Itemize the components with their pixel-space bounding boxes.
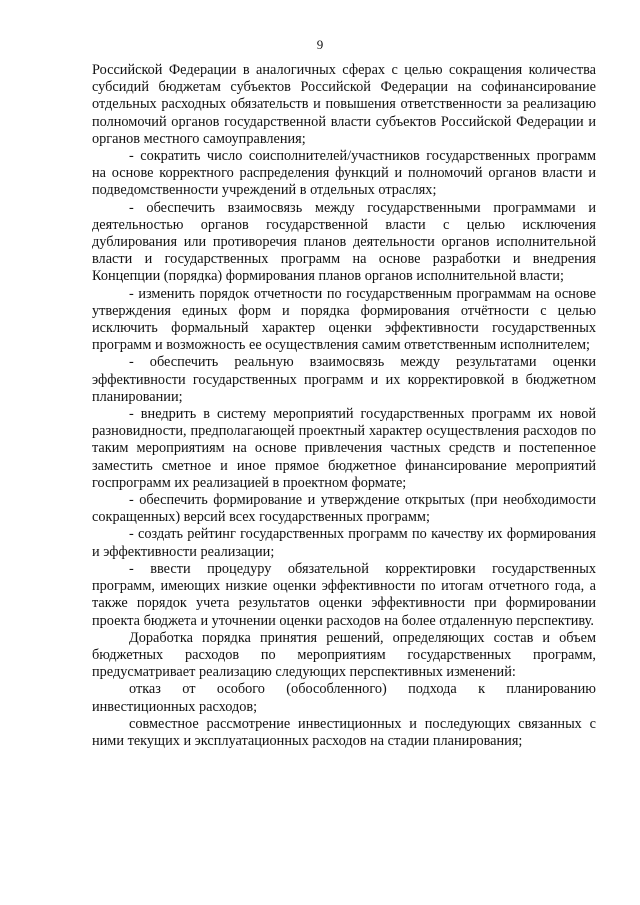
- paragraph-mandatory-correction: - ввести процедуру обязательной корректировки государственных программ, имеющих низкие оценки эффективности по итогам отчетного года, а также порядок учета результатов оценки эффективности при формировании проекта бюджета и уточнении оценки расходов на более отдаленную перспективу.: [92, 560, 596, 629]
- page-number: 9: [316, 37, 324, 52]
- paragraph-evaluation-linkage: - обеспечить реальную взаимосвязь между результатами оценки эффективности государственных программ и их корректировкой в бюджетном планировании;: [92, 354, 596, 405]
- paragraph-open-versions: - обеспечить формирование и утверждение открытых (при необходимости сокращенных) версий всех государственных программ;: [92, 492, 596, 526]
- paragraph-program-rating: - создать рейтинг государственных программ по качеству их формирования и эффективности реализации;: [92, 526, 596, 560]
- paragraph-program-linkage: - обеспечить взаимосвязь между государственными программами и деятельностью органов государственной власти с целью исключения дублирования или противоречия планов деятельности органов исполнительной власти и государственных программ на основе разработки и внедрения Концепции (порядка) формирования планов органов исполнительной власти;: [92, 199, 596, 285]
- paragraph-decision-process: Доработка порядка принятия решений, определяющих состав и объем бюджетных расходов по мероприятиям государственных программ, предусматривает реализацию следующих перспективных изменений:: [92, 629, 596, 681]
- paragraph-reporting-order: - изменить порядок отчетности по государственным программам на основе утверждения единых форм и порядка формирования отчётности с целью исключить формальный характер оценки эффективности государственных программ и возможность ее осуществления самим ответственным исполнителем;: [92, 285, 596, 354]
- paragraph-investment-approach: отказ от особого (обособленного) подхода к планированию инвестиционных расходов;: [92, 681, 596, 715]
- paragraph-joint-review: совместное рассмотрение инвестиционных и последующих связанных с ними текущих и эксплуатационных расходов на стадии планирования;: [92, 715, 596, 749]
- paragraph-reduce-coexecutors: - сократить число соисполнителей/участников государственных программ на основе корректного распределения функций и полномочий органов власти и подведомственности учреждений в отдельных отраслях;: [92, 148, 596, 199]
- body-text: [92, 62, 596, 750]
- paragraph-intro-continuation: Российской Федерации в аналогичных сферах с целью сокращения количества субсидий бюджетам субъектов Российской Федерации на софинансирование отдельных расходных обязательств и повышения ответственности за реализацию полномочий органов государственной власти субъектов Российской Федерации и органов местного самоуправления;: [92, 62, 596, 147]
- paragraph-project-measures: - внедрить в систему мероприятий государственных программ их новой разновидности, предполагающей проектный характер осуществления расходов по таким мероприятиям на основе привлечения частных средств и постепенное заместить сметное и иное прямое бюджетное финансирование мероприятий госпрограмм их реализацией в проектном формате;: [92, 406, 596, 491]
